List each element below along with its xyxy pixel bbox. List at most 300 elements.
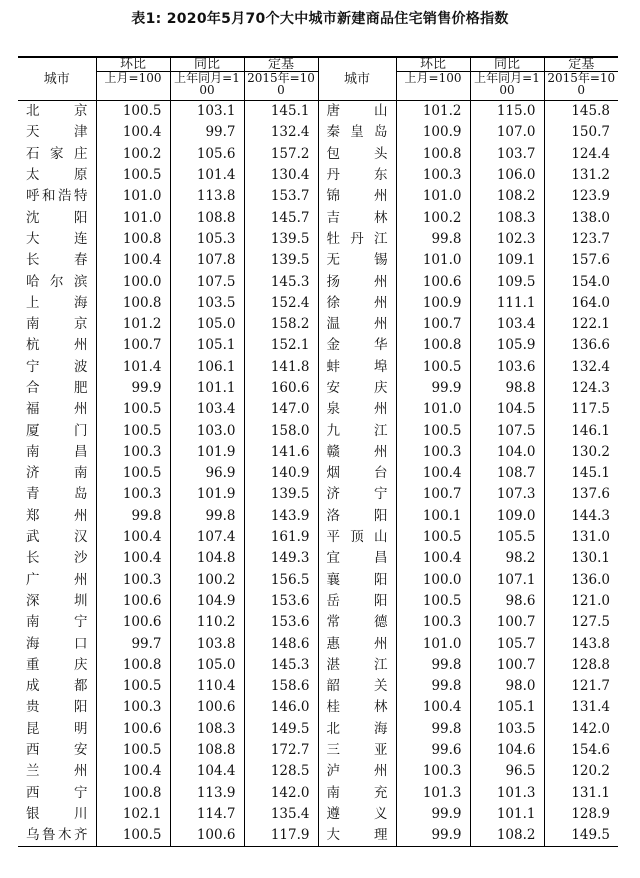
left-yoy-cell: 105.6 <box>170 144 244 165</box>
right-city-cell: 南 充 <box>318 783 396 804</box>
left-base-cell: 158.0 <box>244 420 318 441</box>
left-base-cell: 139.5 <box>244 484 318 505</box>
left-city-cell: 昆 明 <box>26 720 88 737</box>
right-city-cell: 常 德 <box>318 612 396 633</box>
left-base-cell: 139.5 <box>244 229 318 250</box>
left-city-cell: 上 海 <box>26 294 88 311</box>
left-city-cell: 厦 门 <box>26 422 88 439</box>
left-city-cell: 太 原 <box>26 167 88 184</box>
left-base-cell: 145.3 <box>244 655 318 676</box>
mom-subheader: 上月=100 <box>396 72 470 101</box>
right-base-cell: 145.8 <box>544 101 618 123</box>
right-base-cell: 131.2 <box>544 165 618 186</box>
left-mom-cell: 100.3 <box>96 697 170 718</box>
right-yoy-cell: 106.0 <box>470 165 544 186</box>
right-base-cell: 144.3 <box>544 506 618 527</box>
left-base-cell: 139.5 <box>244 250 318 271</box>
left-yoy-cell: 108.3 <box>170 719 244 740</box>
table-row <box>18 250 618 271</box>
left-yoy-cell: 99.8 <box>170 506 244 527</box>
left-mom-cell: 100.7 <box>96 335 170 356</box>
right-mom-cell: 100.7 <box>396 484 470 505</box>
yoy-header: 同比 <box>170 57 244 72</box>
right-base-cell: 145.1 <box>544 463 618 484</box>
left-yoy-cell: 105.0 <box>170 655 244 676</box>
left-city-cell: 杭 州 <box>26 337 88 354</box>
right-yoy-cell: 98.6 <box>470 591 544 612</box>
right-city-cell: 泉 州 <box>318 399 396 420</box>
left-mom-cell: 99.9 <box>96 378 170 399</box>
right-city-cell: 吉 林 <box>318 207 396 228</box>
left-mom-cell: 100.4 <box>96 527 170 548</box>
left-yoy-cell: 105.0 <box>170 314 244 335</box>
yoy-subheader: 上年同月=100 <box>170 72 244 101</box>
table-row <box>18 463 618 484</box>
left-yoy-cell: 105.3 <box>170 229 244 250</box>
table-row <box>18 697 618 718</box>
table-row <box>18 506 618 527</box>
right-yoy-cell: 115.0 <box>470 101 544 123</box>
left-city-cell: 贵 阳 <box>26 699 88 716</box>
left-mom-cell: 100.8 <box>96 293 170 314</box>
left-base-cell: 128.5 <box>244 761 318 782</box>
left-yoy-cell: 113.8 <box>170 186 244 207</box>
right-mom-cell: 100.0 <box>396 570 470 591</box>
right-base-cell: 150.7 <box>544 122 618 143</box>
left-yoy-cell: 107.8 <box>170 250 244 271</box>
right-yoy-cell: 100.7 <box>470 612 544 633</box>
table-row <box>18 591 618 612</box>
left-mom-cell: 100.5 <box>96 165 170 186</box>
left-yoy-cell: 110.4 <box>170 676 244 697</box>
left-city-cell: 重 庆 <box>26 656 88 673</box>
right-city-cell: 洛 阳 <box>318 506 396 527</box>
left-city-cell: 大 连 <box>26 230 88 247</box>
right-city-cell: 三 亚 <box>318 740 396 761</box>
right-city-cell: 泸 州 <box>318 761 396 782</box>
right-mom-cell: 99.8 <box>396 719 470 740</box>
table-row <box>18 633 618 654</box>
left-base-cell: 143.9 <box>244 506 318 527</box>
right-city-cell: 赣 州 <box>318 442 396 463</box>
left-mom-cell: 100.8 <box>96 655 170 676</box>
table-row <box>18 676 618 697</box>
left-city-cell: 南 京 <box>26 316 88 333</box>
left-city-cell: 福 州 <box>26 401 88 418</box>
right-base-cell: 124.3 <box>544 378 618 399</box>
left-mom-cell: 100.6 <box>96 591 170 612</box>
left-city-cell: 北 京 <box>26 103 88 120</box>
left-base-cell: 158.2 <box>244 314 318 335</box>
right-base-cell: 128.9 <box>544 804 618 825</box>
left-yoy-cell: 104.9 <box>170 591 244 612</box>
left-city-cell: 西 安 <box>26 742 88 759</box>
left-city-cell: 南 昌 <box>26 443 88 460</box>
right-city-cell: 安 庆 <box>318 378 396 399</box>
right-city-cell: 韶 关 <box>318 676 396 697</box>
right-base-cell: 142.0 <box>544 719 618 740</box>
yoy-header: 同比 <box>470 57 544 72</box>
left-city-cell: 合 肥 <box>26 380 88 396</box>
left-mom-cell: 100.8 <box>96 783 170 804</box>
left-base-cell: 142.0 <box>244 783 318 804</box>
left-yoy-cell: 101.9 <box>170 442 244 463</box>
table-row <box>18 612 618 633</box>
table-row <box>18 357 618 378</box>
left-city-cell: 乌鲁木齐 <box>18 825 96 847</box>
table-row <box>18 101 618 123</box>
right-mom-cell: 100.9 <box>396 122 470 143</box>
left-base-cell: 148.6 <box>244 633 318 654</box>
right-mom-cell: 100.5 <box>396 357 470 378</box>
right-mom-cell: 99.8 <box>396 655 470 676</box>
table-row <box>18 740 618 761</box>
left-city-cell: 呼和浩特 <box>26 188 88 205</box>
left-base-cell: 145.1 <box>244 101 318 123</box>
left-mom-cell: 99.7 <box>96 633 170 654</box>
left-mom-cell: 100.2 <box>96 144 170 165</box>
left-city-cell: 石家庄 <box>26 145 88 162</box>
left-mom-cell: 101.0 <box>96 186 170 207</box>
right-base-cell: 131.0 <box>544 527 618 548</box>
left-mom-cell: 100.6 <box>96 719 170 740</box>
right-mom-cell: 101.0 <box>396 186 470 207</box>
right-base-cell: 131.1 <box>544 783 618 804</box>
table-row <box>18 761 618 782</box>
right-yoy-cell: 107.5 <box>470 420 544 441</box>
right-city-cell: 金 华 <box>318 335 396 356</box>
right-city-cell: 遵 义 <box>318 804 396 825</box>
right-yoy-cell: 107.0 <box>470 122 544 143</box>
table-row <box>18 442 618 463</box>
right-city-cell: 济 宁 <box>318 484 396 505</box>
mom-header: 环比 <box>396 57 470 72</box>
left-mom-cell: 101.4 <box>96 357 170 378</box>
left-yoy-cell: 99.7 <box>170 122 244 143</box>
right-yoy-cell: 108.7 <box>470 463 544 484</box>
right-mom-cell: 100.3 <box>396 612 470 633</box>
right-mom-cell: 100.5 <box>396 527 470 548</box>
left-yoy-cell: 105.1 <box>170 335 244 356</box>
right-base-cell: 131.4 <box>544 697 618 718</box>
left-base-cell: 172.7 <box>244 740 318 761</box>
right-city-cell: 扬 州 <box>318 271 396 292</box>
right-mom-cell: 100.1 <box>396 506 470 527</box>
right-mom-cell: 100.2 <box>396 207 470 228</box>
left-mom-cell: 100.4 <box>96 761 170 782</box>
left-yoy-cell: 100.6 <box>170 825 244 847</box>
left-city-cell: 青 岛 <box>26 486 88 503</box>
right-yoy-cell: 108.2 <box>470 186 544 207</box>
left-mom-cell: 100.8 <box>96 229 170 250</box>
right-base-cell: 123.9 <box>544 186 618 207</box>
right-base-cell: 130.2 <box>544 442 618 463</box>
left-mom-cell: 99.8 <box>96 506 170 527</box>
left-base-cell: 158.6 <box>244 676 318 697</box>
right-yoy-cell: 104.0 <box>470 442 544 463</box>
left-city-cell: 天 津 <box>26 124 88 141</box>
left-base-cell: 156.5 <box>244 570 318 591</box>
table-title: 表1: 2020年5月70个大中城市新建商品住宅销售价格指数 <box>131 11 509 27</box>
right-city-cell: 岳 阳 <box>318 591 396 612</box>
left-yoy-cell: 108.8 <box>170 740 244 761</box>
right-mom-cell: 101.0 <box>396 250 470 271</box>
left-mom-cell: 102.1 <box>96 804 170 825</box>
right-mom-cell: 100.6 <box>396 271 470 292</box>
right-city-cell: 九 江 <box>318 420 396 441</box>
right-yoy-cell: 103.5 <box>470 719 544 740</box>
right-yoy-cell: 101.1 <box>470 804 544 825</box>
city-header: 城市 <box>318 57 396 101</box>
right-city-cell: 烟 台 <box>318 463 396 484</box>
left-yoy-cell: 103.0 <box>170 420 244 441</box>
table-row <box>18 527 618 548</box>
right-base-cell: 136.6 <box>544 335 618 356</box>
table-row <box>18 165 618 186</box>
left-city-cell: 兰 州 <box>26 763 88 780</box>
left-mom-cell: 100.5 <box>96 463 170 484</box>
right-yoy-cell: 109.5 <box>470 271 544 292</box>
right-mom-cell: 100.8 <box>396 144 470 165</box>
left-city-cell: 郑 州 <box>26 507 88 524</box>
left-base-cell: 132.4 <box>244 122 318 143</box>
left-yoy-cell: 108.8 <box>170 207 244 228</box>
right-base-cell: 121.7 <box>544 676 618 697</box>
table-row <box>18 293 618 314</box>
left-city-cell: 深 圳 <box>26 592 88 609</box>
left-yoy-cell: 107.4 <box>170 527 244 548</box>
right-city-cell: 桂 林 <box>318 697 396 718</box>
right-yoy-cell: 105.7 <box>470 633 544 654</box>
left-mom-cell: 100.5 <box>96 740 170 761</box>
right-mom-cell: 100.4 <box>396 463 470 484</box>
right-mom-cell: 100.3 <box>396 442 470 463</box>
left-mom-cell: 101.0 <box>96 207 170 228</box>
base-header: 定基 <box>544 57 618 72</box>
right-yoy-cell: 101.3 <box>470 783 544 804</box>
right-base-cell: 157.6 <box>544 250 618 271</box>
left-yoy-cell: 104.8 <box>170 548 244 569</box>
right-yoy-cell: 105.9 <box>470 335 544 356</box>
left-mom-cell: 100.5 <box>96 420 170 441</box>
left-mom-cell: 100.5 <box>96 399 170 420</box>
right-yoy-cell: 104.6 <box>470 740 544 761</box>
table-row <box>18 399 618 420</box>
right-yoy-cell: 98.0 <box>470 676 544 697</box>
left-base-cell: 153.7 <box>244 186 318 207</box>
right-base-cell: 123.7 <box>544 229 618 250</box>
mom-subheader: 上月=100 <box>96 72 170 101</box>
left-base-cell: 153.6 <box>244 591 318 612</box>
yoy-subheader: 上年同月=100 <box>470 72 544 101</box>
right-yoy-cell: 100.7 <box>470 655 544 676</box>
right-city-cell: 惠 州 <box>318 633 396 654</box>
right-city-cell: 徐 州 <box>318 293 396 314</box>
right-mom-cell: 99.9 <box>396 804 470 825</box>
right-base-cell: 127.5 <box>544 612 618 633</box>
table-row <box>18 825 618 847</box>
left-base-cell: 149.5 <box>244 719 318 740</box>
table-row <box>18 335 618 356</box>
right-mom-cell: 100.4 <box>396 548 470 569</box>
left-base-cell: 145.3 <box>244 271 318 292</box>
right-mom-cell: 99.6 <box>396 740 470 761</box>
right-mom-cell: 100.5 <box>396 420 470 441</box>
right-base-cell: 137.6 <box>544 484 618 505</box>
left-base-cell: 160.6 <box>244 378 318 399</box>
right-city-cell: 包 头 <box>318 144 396 165</box>
left-yoy-cell: 107.5 <box>170 271 244 292</box>
left-mom-cell: 100.4 <box>96 122 170 143</box>
right-base-cell: 146.1 <box>544 420 618 441</box>
table-row <box>18 186 618 207</box>
left-mom-cell: 100.3 <box>96 484 170 505</box>
table-row <box>18 804 618 825</box>
table-row <box>18 548 618 569</box>
right-mom-cell: 100.3 <box>396 165 470 186</box>
left-yoy-cell: 100.2 <box>170 570 244 591</box>
right-base-cell: 164.0 <box>544 293 618 314</box>
table-row <box>18 719 618 740</box>
left-mom-cell: 101.2 <box>96 314 170 335</box>
left-city-cell: 海 口 <box>26 635 88 652</box>
right-mom-cell: 100.7 <box>396 314 470 335</box>
right-mom-cell: 100.3 <box>396 761 470 782</box>
left-base-cell: 145.7 <box>244 207 318 228</box>
right-mom-cell: 99.9 <box>396 378 470 399</box>
table-row <box>18 144 618 165</box>
right-yoy-cell: 109.1 <box>470 250 544 271</box>
table-row <box>18 655 618 676</box>
left-yoy-cell: 114.7 <box>170 804 244 825</box>
left-yoy-cell: 110.2 <box>170 612 244 633</box>
right-yoy-cell: 111.1 <box>470 293 544 314</box>
right-yoy-cell: 109.0 <box>470 506 544 527</box>
left-base-cell: 141.6 <box>244 442 318 463</box>
table-row <box>18 420 618 441</box>
right-base-cell: 122.1 <box>544 314 618 335</box>
left-base-cell: 117.9 <box>244 825 318 847</box>
table-row <box>18 207 618 228</box>
left-city-cell: 长 春 <box>26 252 88 269</box>
left-city-cell: 哈尔滨 <box>26 273 88 290</box>
table-row <box>18 271 618 292</box>
left-city-cell: 广 州 <box>26 571 88 588</box>
left-yoy-cell: 103.8 <box>170 633 244 654</box>
right-yoy-cell: 104.5 <box>470 399 544 420</box>
table-row <box>18 783 618 804</box>
left-yoy-cell: 103.5 <box>170 293 244 314</box>
right-city-cell: 牡丹江 <box>318 229 396 250</box>
left-yoy-cell: 101.9 <box>170 484 244 505</box>
right-city-cell: 平顶山 <box>318 527 396 548</box>
left-yoy-cell: 103.4 <box>170 399 244 420</box>
left-yoy-cell: 96.9 <box>170 463 244 484</box>
left-yoy-cell: 103.1 <box>170 101 244 123</box>
left-city-cell: 武 汉 <box>26 529 88 546</box>
left-mom-cell: 100.5 <box>96 825 170 847</box>
left-city-cell: 宁 波 <box>26 358 88 375</box>
left-city-cell: 济 南 <box>26 465 88 482</box>
price-index-table <box>18 56 618 847</box>
right-yoy-cell: 102.3 <box>470 229 544 250</box>
left-yoy-cell: 106.1 <box>170 357 244 378</box>
left-city-cell: 沈 阳 <box>26 209 88 226</box>
right-city-cell: 宜 昌 <box>318 548 396 569</box>
left-mom-cell: 100.5 <box>96 101 170 123</box>
right-base-cell: 124.4 <box>544 144 618 165</box>
table-row <box>18 229 618 250</box>
left-mom-cell: 100.6 <box>96 612 170 633</box>
left-base-cell: 141.8 <box>244 357 318 378</box>
right-yoy-cell: 105.1 <box>470 697 544 718</box>
right-mom-cell: 100.9 <box>396 293 470 314</box>
left-base-cell: 152.1 <box>244 335 318 356</box>
left-yoy-cell: 104.4 <box>170 761 244 782</box>
left-base-cell: 146.0 <box>244 697 318 718</box>
table-body <box>18 101 618 847</box>
table-row <box>18 378 618 399</box>
right-yoy-cell: 103.6 <box>470 357 544 378</box>
right-mom-cell: 100.4 <box>396 697 470 718</box>
left-mom-cell: 100.3 <box>96 570 170 591</box>
right-base-cell: 143.8 <box>544 633 618 654</box>
right-yoy-cell: 108.3 <box>470 207 544 228</box>
right-base-cell: 117.5 <box>544 399 618 420</box>
right-yoy-cell: 105.5 <box>470 527 544 548</box>
table-row <box>18 484 618 505</box>
right-mom-cell: 101.3 <box>396 783 470 804</box>
mom-header: 环比 <box>96 57 170 72</box>
left-city-cell: 银 川 <box>26 805 88 822</box>
right-city-cell: 蚌 埠 <box>318 357 396 378</box>
right-city-cell: 丹 东 <box>318 165 396 186</box>
left-yoy-cell: 101.1 <box>170 378 244 399</box>
right-mom-cell: 100.5 <box>396 591 470 612</box>
right-mom-cell: 101.0 <box>396 399 470 420</box>
left-base-cell: 153.6 <box>244 612 318 633</box>
right-mom-cell: 100.8 <box>396 335 470 356</box>
right-base-cell: 138.0 <box>544 207 618 228</box>
right-yoy-cell: 96.5 <box>470 761 544 782</box>
right-city-cell: 锦 州 <box>318 186 396 207</box>
right-city-cell: 秦皇岛 <box>318 122 396 143</box>
right-city-cell: 无 锡 <box>318 250 396 271</box>
right-city-cell: 北 海 <box>318 719 396 740</box>
right-mom-cell: 101.2 <box>396 101 470 123</box>
right-city-cell: 唐 山 <box>318 101 396 123</box>
right-city-cell: 大 理 <box>318 825 396 847</box>
right-base-cell: 154.0 <box>544 271 618 292</box>
right-yoy-cell: 108.2 <box>470 825 544 847</box>
city-header: 城市 <box>18 57 96 101</box>
left-base-cell: 130.4 <box>244 165 318 186</box>
left-yoy-cell: 101.4 <box>170 165 244 186</box>
left-city-cell: 长 沙 <box>26 550 88 567</box>
right-mom-cell: 99.9 <box>396 825 470 847</box>
left-mom-cell: 100.3 <box>96 442 170 463</box>
right-yoy-cell: 107.1 <box>470 570 544 591</box>
right-yoy-cell: 103.4 <box>470 314 544 335</box>
right-yoy-cell: 98.2 <box>470 548 544 569</box>
right-base-cell: 121.0 <box>544 591 618 612</box>
left-base-cell: 152.4 <box>244 293 318 314</box>
left-city-cell: 南 宁 <box>26 614 88 631</box>
left-base-cell: 149.3 <box>244 548 318 569</box>
left-yoy-cell: 100.6 <box>170 697 244 718</box>
right-city-cell: 湛 江 <box>318 655 396 676</box>
right-yoy-cell: 98.8 <box>470 378 544 399</box>
